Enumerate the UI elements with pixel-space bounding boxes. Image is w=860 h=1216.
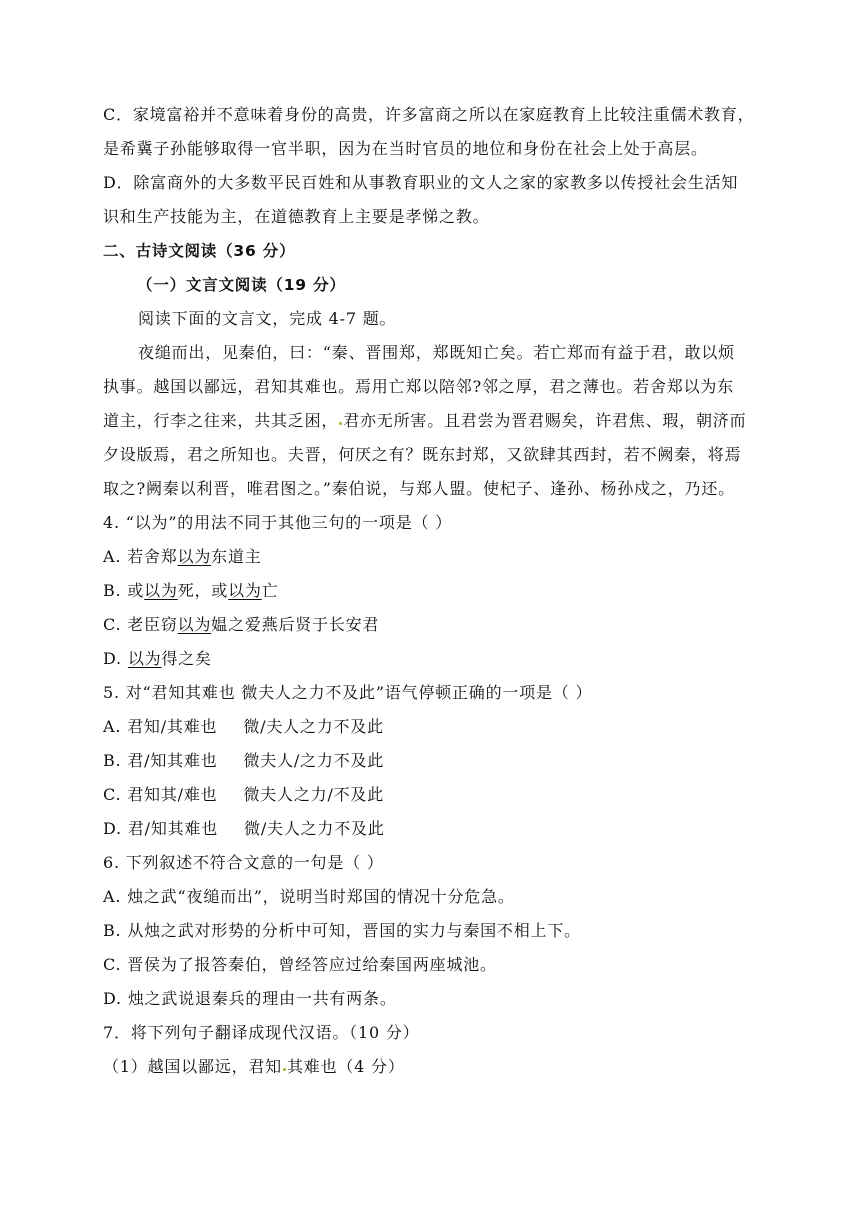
q6-option-a: A. 烛之武“夜缒而出”，说明当时郑国的情况十分危急。 [103,887,515,906]
q4-option-a [103,540,790,574]
q4-c-prefix: C. 老臣窃 [103,615,178,634]
q5-d-part-2: 微/夫人之力不及此 [244,819,385,838]
passage-line-5: 取之?阙秦以利晋，唯君图之。”秦伯说，与郑人盟。使杞子、逢孙、杨孙戍之，乃还。 [103,479,735,498]
ink-dot [339,422,342,425]
q4-b-underlined-2: 以为 [228,581,262,600]
q4-d-prefix: D. [103,649,128,668]
q4-b-middle: 死，或 [177,581,229,600]
passage-line-3 [103,404,790,438]
q5-c-part-2: 微夫人之力/不及此 [243,785,385,804]
q5-option-b [103,744,790,778]
passage-line-2: 执事。越国以鄙远，君知其难也。焉用亡郑以陪邻?邻之厚，君之薄也。若舍郑以为东 [103,377,734,396]
q5-c-part-1: C. 君知其/难也 [103,785,218,804]
q7-item-1-part-1: （1）越国以鄙远，君知 [103,1057,282,1076]
q4-c-underlined: 以为 [177,615,212,634]
q4-a-prefix: A. 若舍郑 [103,547,178,566]
q7-item-1 [103,1050,790,1084]
subsection-heading: （一）文言文阅读（19 分） [137,276,346,294]
q5-option-a [103,710,790,744]
option-d-line-1: D．除富商外的大多数平民百姓和从事教育职业的文人之家的家教多以传授社会生活知 [103,173,739,192]
q5-option-d [103,812,790,846]
q7-item-1-part-2: 其难也（4 分） [286,1057,405,1076]
ink-dot [283,1068,286,1071]
q5-stem: 5. 对“君知其难也 微夫人之力不及此”语气停顿正确的一项是（ ） [103,683,593,702]
q4-option-c [103,608,790,642]
q4-option-d [103,642,790,676]
passage-line-3-part-2: 君亦无所害。且君尝为晋君赐矣，许君焦、瑕，朝济而 [343,411,747,430]
q4-d-underlined: 以为 [127,649,162,668]
instruction-text: 阅读下面的文言文，完成 4-7 题。 [138,309,397,328]
q4-c-suffix: 媪之爱燕后贤于长安君 [211,615,380,634]
q4-d-suffix: 得之矣 [161,649,212,668]
q5-b-part-1: B. 君/知其难也 [103,751,218,770]
q5-option-c [103,778,790,812]
option-c-line-2: 是希冀子孙能够取得一官半职，因为在当时官员的地位和身份在社会上处于高层。 [103,139,708,158]
passage-line-3-part-1: 道主，行李之往来，共其乏困， [103,411,339,430]
q4-stem: 4. “以为”的用法不同于其他三句的一项是（ ） [103,513,452,532]
section-heading: 二、古诗文阅读（36 分） [103,242,296,260]
q4-b-suffix: 亡 [261,581,279,600]
q5-d-part-1: D. 君/知其难也 [103,819,219,838]
q4-a-underlined: 以为 [177,547,212,566]
option-d-line-2: 识和生产技能为主，在道德教育上主要是孝悌之教。 [103,207,490,226]
q4-b-underlined-1: 以为 [144,581,178,600]
q4-b-prefix: B. 或 [103,581,145,600]
q6-option-b: B. 从烛之武对形势的分析中可知，晋国的实力与秦国不相上下。 [103,921,581,940]
q7-stem: 7．将下列句子翻译成现代汉语。（10 分） [103,1023,420,1042]
q5-b-part-2: 微夫人/之力不及此 [243,751,385,770]
q5-a-part-1: A. 君知/其难也 [103,717,218,736]
q6-option-d: D. 烛之武说退秦兵的理由一共有两条。 [103,989,397,1008]
option-c-line-1: C．家境富裕并不意味着身份的高贵，许多富商之所以在家庭教育上比较注重儒术教育， [103,105,755,124]
q5-a-part-2: 微/夫人之力不及此 [243,717,384,736]
q6-option-c: C. 晋侯为了报答秦伯，曾经答应过给秦国两座城池。 [103,955,497,974]
passage-line-4: 夕设版焉，君之所知也。夫晋，何厌之有？既东封郑，又欲肆其西封，若不阙秦，将焉 [103,445,742,464]
q4-option-b [103,574,790,608]
q6-stem: 6. 下列叙述不符合文意的一句是（ ） [103,853,384,872]
q4-a-suffix: 东道主 [211,547,262,566]
passage-line-1: 夜缒而出，见秦伯，曰：“秦、晋围郑，郑既知亡矣。若亡郑而有益于君，敢以烦 [138,343,735,362]
